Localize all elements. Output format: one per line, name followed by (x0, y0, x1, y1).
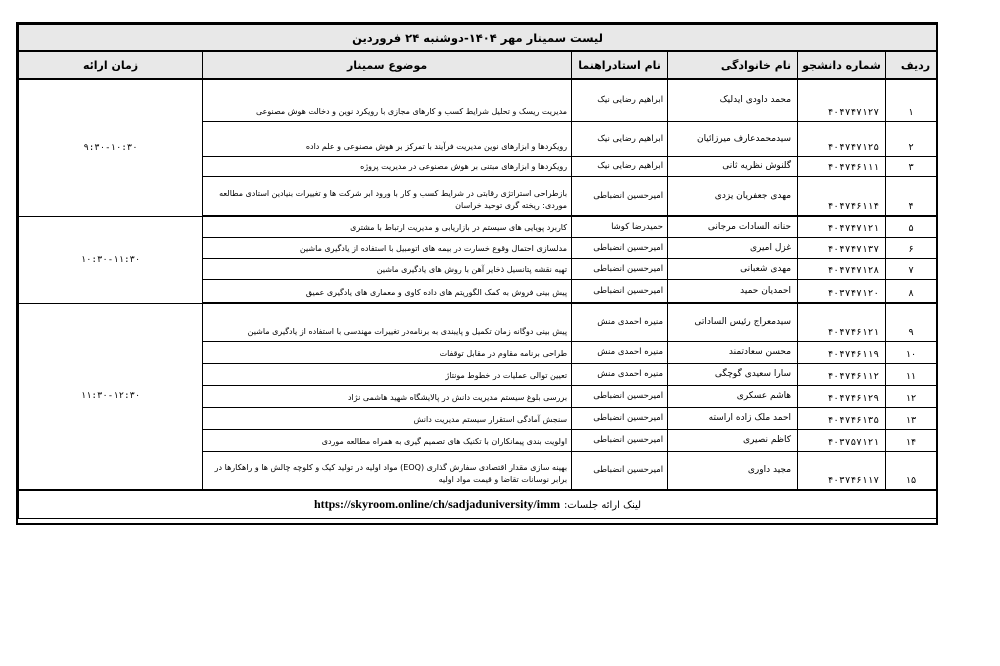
table-row (19, 79, 937, 121)
header-row (19, 51, 937, 79)
student-name: هاشم عسکری (668, 385, 798, 407)
row-number: ۹ (886, 303, 937, 341)
advisor-name: امیرحسین انضباطی (572, 237, 668, 258)
row-number: ۱۲ (886, 385, 937, 407)
advisor-name: منیره احمدی منش (572, 363, 668, 385)
row-number: ۳ (886, 156, 937, 176)
seminar-topic: اولویت بندی پیمانکاران با تکنیک های تصمیم گیری به همراه مطالعه موردی (203, 429, 572, 451)
student-id: ۴۰۴۷۴۶۱۲۹ (798, 385, 886, 407)
student-name: سارا سعیدی گوچگی (668, 363, 798, 385)
seminar-topic: تهیه نقشه پتانسیل ذخایر آهن با روش های یادگیری ماشین (203, 258, 572, 279)
advisor-name: امیرحسین انضباطی (572, 258, 668, 279)
student-id: ۴۰۴۷۴۶۱۲۱ (798, 303, 886, 341)
student-id: ۴۰۴۷۴۷۱۳۷ (798, 237, 886, 258)
advisor-name: امیرحسین انضباطی (572, 407, 668, 429)
table-row (19, 303, 937, 341)
row-number: ۸ (886, 279, 937, 303)
advisor-name: ابراهیم رضایی نیک (572, 156, 668, 176)
row-number: ۵ (886, 216, 937, 237)
seminar-topic: بهینه سازی مقدار اقتصادی سفارش گذاری (EOQ) مواد اولیه در تولید کیک و کلوچه چالش ها و راهکارها در برابر نوسانات تقاضا و قیمت مواد اولیه (203, 451, 572, 490)
header-student-id: شماره دانشجو (798, 51, 886, 79)
header-family-name: نام خانوادگی (668, 51, 798, 79)
advisor-name: ابراهیم رضایی نیک (572, 79, 668, 121)
advisor-name: حمیدرضا کوشا (572, 216, 668, 237)
seminar-topic: تعیین توالی عملیات در خطوط مونتاژ (203, 363, 572, 385)
student-name: کاظم نصیری (668, 429, 798, 451)
advisor-name: منیره احمدی منش (572, 303, 668, 341)
seminar-topic: رویکردها و ابزارهای نوین مدیریت فرآیند با تمرکز بر هوش مصنوعی و علم داده (203, 121, 572, 156)
header-row-number: ردیف (886, 51, 937, 79)
advisor-name: امیرحسین انضباطی (572, 385, 668, 407)
student-name: مهدی جعفریان یزدی (668, 176, 798, 216)
student-name: حنانه السادات مرجانی (668, 216, 798, 237)
student-name: مهدی شعبانی (668, 258, 798, 279)
time-slot: ۹:۳۰-۱۰:۳۰ (19, 79, 203, 216)
seminar-topic: مدیریت ریسک و تحلیل شرایط کسب و کارهای مجازی با رویکرد نوین و دخالت هوش مصنوعی (203, 79, 572, 121)
seminar-topic: مدلسازی احتمال وقوع خسارت در بیمه های اتومبیل با استفاده از یادگیری ماشین (203, 237, 572, 258)
student-name: سیدمعراج رئیس الساداتی (668, 303, 798, 341)
seminar-schedule (16, 22, 938, 525)
student-id: ۴۰۴۷۴۶۱۱۴ (798, 176, 886, 216)
header-advisor: نام استادراهنما (572, 51, 668, 79)
student-name: سیدمحمدعارف میرزائیان (668, 121, 798, 156)
seminar-topic: پیش بینی فروش به کمک الگوریتم های داده کاوی و معماری های یادگیری عمیق (203, 279, 572, 303)
time-slot: ۱۱:۳۰-۱۲:۳۰ (19, 303, 203, 490)
seminar-topic: بازطراحی استراتژی رقابتی در شرایط کسب و کار با ورود ابر شرکت ها و تغییرات بنیادین استادی مطالعه موردی: ریخته گری توحید خراسان (203, 176, 572, 216)
student-name: غزل امیری (668, 237, 798, 258)
student-id: ۴۰۳۷۴۷۱۲۰ (798, 279, 886, 303)
schedule-table (18, 24, 937, 519)
advisor-name: امیرحسین انضباطی (572, 451, 668, 490)
time-slot: ۱۰:۳۰-۱۱:۳۰ (19, 216, 203, 303)
student-name: احمدیان حمید (668, 279, 798, 303)
student-id: ۴۰۴۷۴۶۱۱۱ (798, 156, 886, 176)
row-number: ۱۱ (886, 363, 937, 385)
session-link-label: لینک ارائه جلسات: (563, 500, 642, 511)
advisor-name: ابراهیم رضایی نیک (572, 121, 668, 156)
student-id: ۴۰۳۷۴۶۱۱۷ (798, 451, 886, 490)
student-id: ۴۰۴۷۴۷۱۲۵ (798, 121, 886, 156)
row-number: ۶ (886, 237, 937, 258)
student-name: مجید داوری (668, 451, 798, 490)
row-number: ۷ (886, 258, 937, 279)
seminar-topic: کاربرد پویایی های سیستم در بازاریابی و مدیریت ارتباط با مشتری (203, 216, 572, 237)
student-id: ۴۰۳۷۵۷۱۲۱ (798, 429, 886, 451)
student-name: محمد داودی ایدلیک (668, 79, 798, 121)
seminar-topic: بررسی بلوغ سیستم مدیریت دانش در پالایشگاه شهید هاشمی نژاد (203, 385, 572, 407)
advisor-name: منیره احمدی منش (572, 341, 668, 363)
header-topic: موضوع سمینار (203, 51, 572, 79)
row-number: ۱۵ (886, 451, 937, 490)
row-number: ۱۰ (886, 341, 937, 363)
row-number: ۱۳ (886, 407, 937, 429)
advisor-name: امیرحسین انضباطی (572, 176, 668, 216)
student-id: ۴۰۴۷۴۷۱۲۸ (798, 258, 886, 279)
student-id: ۴۰۴۷۴۷۱۲۷ (798, 79, 886, 121)
seminar-topic: رویکردها و ابزارهای مبتنی بر هوش مصنوعی در مدیریت پروژه (203, 156, 572, 176)
session-link-cell (19, 490, 937, 519)
page-title: لیست سمینار مهر ۱۴۰۴-دوشنبه ۲۴ فروردین (19, 25, 937, 52)
row-number: ۴ (886, 176, 937, 216)
student-name: گلنوش نظریه ثانی (668, 156, 798, 176)
student-id: ۴۰۴۷۴۶۱۳۵ (798, 407, 886, 429)
advisor-name: امیرحسین انضباطی (572, 429, 668, 451)
footer-row (19, 490, 937, 519)
row-number: ۱ (886, 79, 937, 121)
row-number: ۲ (886, 121, 937, 156)
student-id: ۴۰۴۷۴۶۱۱۲ (798, 363, 886, 385)
student-name: محسن سعادتمند (668, 341, 798, 363)
seminar-topic: سنجش آمادگی استقرار سیستم مدیریت دانش (203, 407, 572, 429)
student-id: ۴۰۴۷۴۶۱۱۹ (798, 341, 886, 363)
student-name: احمد ملک زاده اراسته (668, 407, 798, 429)
student-id: ۴۰۴۷۴۷۱۲۱ (798, 216, 886, 237)
header-time: زمان ارائه (19, 51, 203, 79)
title-row (19, 25, 937, 52)
table-row (19, 216, 937, 237)
advisor-name: امیرحسین انضباطی (572, 279, 668, 303)
session-link[interactable]: https://skyroom.online/ch/sadjaduniversity/imm (313, 497, 561, 511)
row-number: ۱۴ (886, 429, 937, 451)
seminar-topic: پیش بینی دوگانه زمان تکمیل و پایبندی به برنامه‌در تغییرات مهندسی با استفاده از یادگیری ماشین (203, 303, 572, 341)
seminar-topic: طراحی برنامه مقاوم در مقابل توقفات (203, 341, 572, 363)
